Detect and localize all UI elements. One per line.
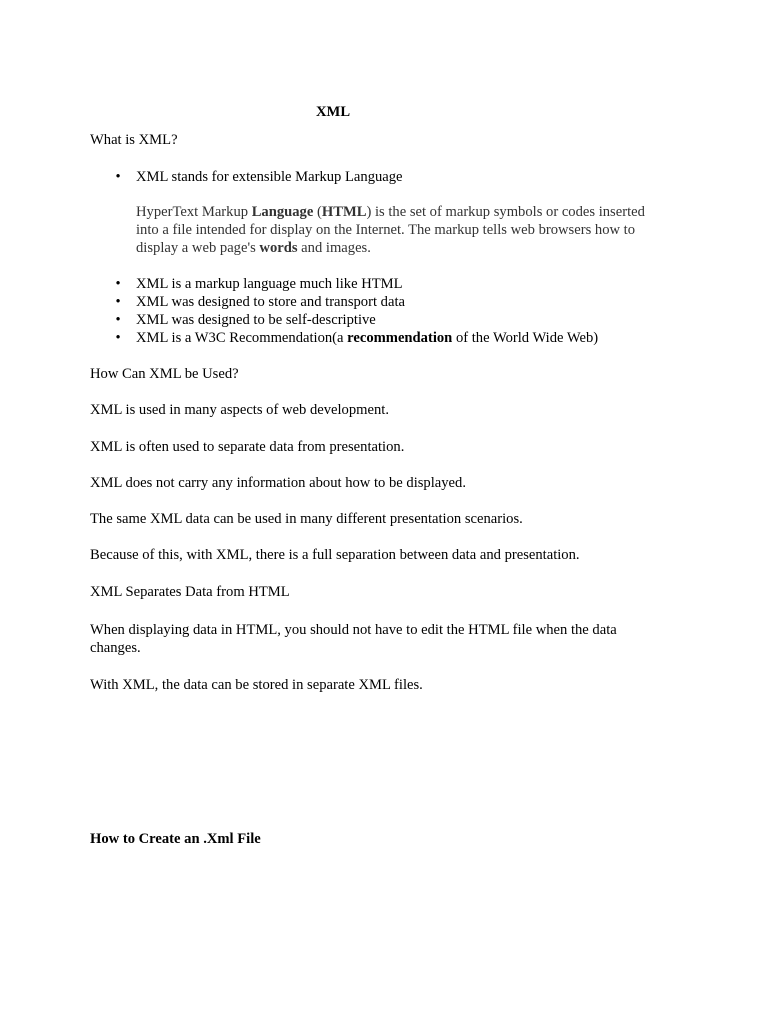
feature-bullet-list xyxy=(115,275,599,347)
paragraph: Because of this, with XML, there is a full separation between data and presentation. xyxy=(90,547,580,563)
definition-text: HyperText Markup xyxy=(136,204,252,220)
bullet-icon: • xyxy=(115,330,121,346)
bullet-icon: • xyxy=(115,312,121,328)
paragraph: With XML, the data can be stored in separate XML files. xyxy=(90,677,423,693)
paragraph: When displaying data in HTML, you should not have to edit the HTML file when the data changes. xyxy=(90,622,617,656)
bullet-icon: • xyxy=(115,169,121,185)
definition-bold-html: HTML xyxy=(321,204,367,220)
paragraph: The same XML data can be used in many different presentation scenarios. xyxy=(90,511,523,527)
intro-bullet-list xyxy=(115,168,403,186)
question-how-can-xml-be-used: How Can XML be Used? xyxy=(90,366,239,382)
bullet-text: XML stands for extensible Markup Language xyxy=(136,169,403,185)
definition-bold-words: words xyxy=(259,240,298,256)
list-item xyxy=(115,329,599,347)
html-definition-paragraph xyxy=(136,203,646,257)
list-item xyxy=(115,275,598,293)
list-item xyxy=(115,293,598,311)
bullet-text: XML is a markup language much like HTML xyxy=(136,276,403,292)
bullet-text: XML was designed to store and transport data xyxy=(136,294,405,310)
section-heading-create-xml-file: How to Create an .Xml File xyxy=(90,831,261,847)
paragraph: XML is used in many aspects of web development. xyxy=(90,402,389,418)
bullet-text: of the World Wide Web) xyxy=(452,330,599,346)
definition-bold-language: Language xyxy=(251,204,314,220)
definition-text: ) is the set of markup symbols or codes inserted into a file intended for display on the Internet. The markup tells web browsers how to display a web page's xyxy=(136,204,645,256)
bullet-bold-recommendation: recommendation xyxy=(347,330,453,346)
paragraph: XML is often used to separate data from presentation. xyxy=(90,439,405,455)
section-heading-separates: XML Separates Data from HTML xyxy=(90,584,290,600)
paragraph: XML does not carry any information about how to be displayed. xyxy=(90,475,466,491)
list-item xyxy=(115,168,403,186)
list-item xyxy=(115,311,598,329)
bullet-text: XML is a W3C Recommendation(a xyxy=(136,330,348,346)
bullet-icon: • xyxy=(115,294,121,310)
definition-text: and images. xyxy=(297,240,371,256)
doc-title: XML xyxy=(316,104,351,120)
bullet-icon: • xyxy=(115,276,121,292)
definition-text: ( xyxy=(313,204,322,220)
question-what-is-xml: What is XML? xyxy=(90,132,178,148)
bullet-text: XML was designed to be self-descriptive xyxy=(136,312,376,328)
